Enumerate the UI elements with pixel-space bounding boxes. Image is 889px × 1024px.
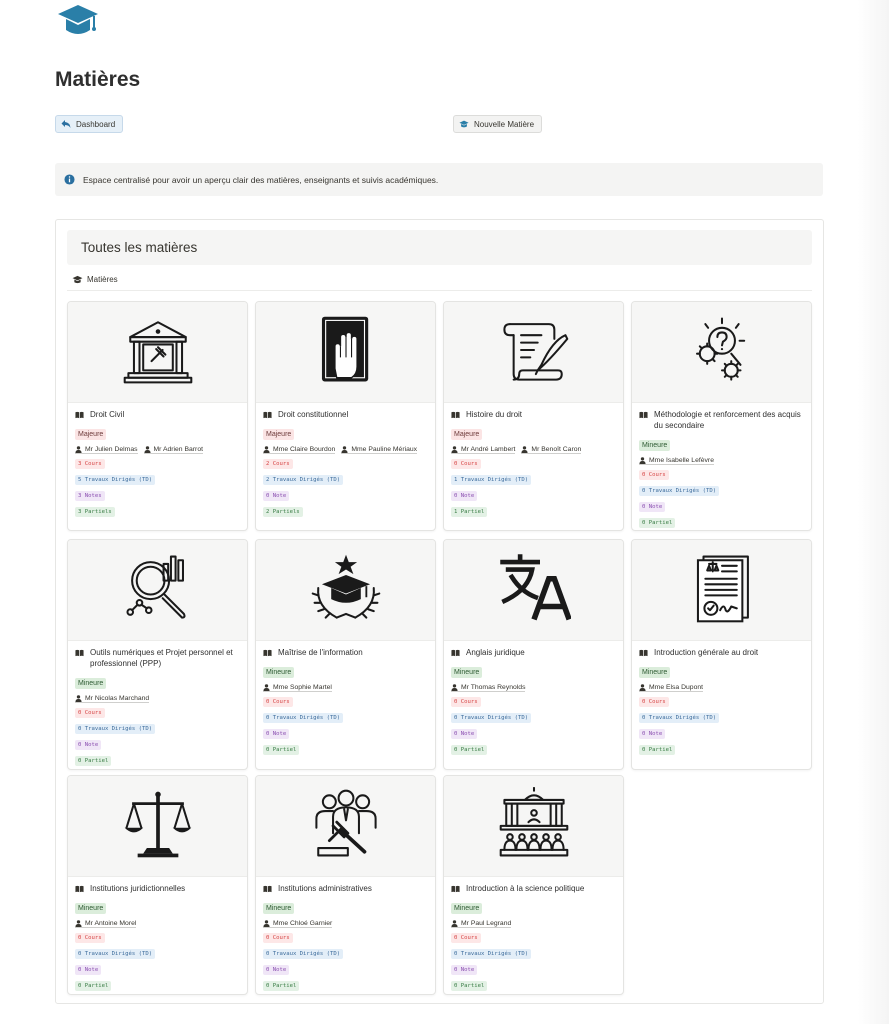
teacher-link[interactable] [451,920,511,928]
person-icon [451,920,458,927]
person-icon [639,457,646,464]
person-icon [75,446,82,453]
book-icon [451,885,460,893]
info-callout [55,163,823,196]
scales-of-justice-icon [121,787,195,866]
subject-title-text: Histoire du droit [466,410,523,419]
graduation-cap-icon [56,2,100,38]
subject-title[interactable] [263,409,428,420]
cours-count: 0 Cours [75,708,105,718]
teacher-name: Mr Benoît Caron [531,446,582,453]
subject-card[interactable] [67,301,248,531]
subject-title[interactable] [639,409,804,431]
td-count: 1 Travaux Dirigés (TD) [451,475,531,485]
partiel-count: 0 Partiel [639,745,675,755]
card-cover [256,776,435,877]
notes-count: 0 Note [451,491,477,501]
teacher-link[interactable] [75,446,138,454]
translate-icon [497,551,571,630]
teachers-list [263,446,428,454]
teachers-list [75,695,240,703]
subject-type-tag: Majeure [263,429,294,440]
teachers-list [639,684,804,692]
teacher-link[interactable] [639,684,703,692]
person-icon [263,446,270,453]
card-cover [68,302,247,403]
notes-count: 0 Note [451,729,477,739]
book-icon [75,885,84,893]
teachers-list [75,920,240,928]
card-cover [632,302,811,403]
subject-title[interactable] [263,647,428,658]
board-title: Toutes les matières [81,240,198,255]
book-icon [263,885,272,893]
subject-card[interactable] [255,775,436,995]
card-cover [256,302,435,403]
book-icon [75,411,84,419]
card-cover [444,540,623,641]
teacher-name: Mr André Lambert [461,446,516,453]
partiel-count: 3 Partiels [75,507,115,517]
subject-title-text: Outils numériques et Projet personnel et professionnel (PPP) [90,648,233,668]
cours-count: 0 Cours [263,933,293,943]
td-count: 0 Travaux Dirigés (TD) [451,949,531,959]
card-cover [632,540,811,641]
person-icon [639,684,646,691]
teacher-name: Mr Antoine Morel [85,920,137,927]
cours-count: 0 Cours [451,697,481,707]
teacher-name: Mr Nicolas Marchand [85,695,150,702]
notes-count: 3 Notes [75,491,105,501]
card-cover [444,776,623,877]
question-gears-icon [685,313,759,392]
subject-card[interactable] [67,775,248,995]
teacher-link[interactable] [639,457,714,465]
subject-card[interactable] [443,539,624,770]
subject-title[interactable] [263,883,428,894]
book-icon [451,411,460,419]
teachers-list [263,920,428,928]
graduation-cap-small-icon [459,119,469,129]
page-title: Matières [55,68,141,91]
teachers-list [639,457,804,465]
td-count: 0 Travaux Dirigés (TD) [639,486,719,496]
book-icon [639,411,648,419]
courthouse-gavel-icon [121,313,195,392]
subject-title-text: Maîtrise de l'information [278,648,363,657]
dashboard-button[interactable] [55,115,123,133]
teacher-link[interactable] [451,684,525,692]
subject-title[interactable] [75,647,240,669]
teacher-link[interactable] [75,920,136,928]
subject-card[interactable] [255,539,436,770]
graduation-cap-tab-icon [72,275,83,284]
book-icon [75,649,84,657]
constitution-book-hand-icon [309,313,383,392]
teachers-list [451,446,616,454]
td-count: 5 Travaux Dirigés (TD) [75,475,155,485]
cours-count: 0 Cours [639,470,669,480]
book-icon [263,649,272,657]
cours-count: 0 Cours [639,697,669,707]
subject-title-text: Institutions juridictionnelles [90,884,186,893]
subject-type-tag: Mineure [639,440,670,451]
teacher-link[interactable] [144,446,203,454]
subject-card[interactable] [67,539,248,770]
teacher-link[interactable] [451,446,515,454]
subject-title-text: Introduction générale au droit [654,648,759,657]
teachers-list [263,684,428,692]
person-icon [75,920,82,927]
teacher-name: Mr Thomas Reynolds [461,684,526,691]
subject-title-text: Anglais juridique [466,648,525,657]
tab-divider [67,290,812,291]
notes-count: 0 Note [75,965,101,975]
subject-type-tag: Mineure [451,903,482,914]
subject-title-text: Méthodologie et renforcement des acquis du secondaire [654,410,801,430]
notes-count: 0 Note [639,502,665,512]
subject-title[interactable] [451,647,616,658]
subject-title[interactable] [639,647,804,658]
partiel-count: 0 Partiel [75,756,111,766]
person-icon [521,446,528,453]
cours-count: 2 Cours [263,459,293,469]
callout-text: Espace centralisé pour avoir un aperçu clair des matières, enseignants et suivis académiques. [83,174,439,185]
teacher-name: Mme Claire Bourdon [273,446,336,453]
subject-card[interactable] [443,301,624,531]
subject-title[interactable] [451,409,616,420]
view-tab-label: Matières [87,275,118,284]
td-count: 0 Travaux Dirigés (TD) [263,949,343,959]
card-cover [68,776,247,877]
partiel-count: 1 Partiel [451,507,487,517]
new-subject-button[interactable] [453,115,542,133]
subject-title[interactable] [451,883,616,894]
subject-title-text: Droit constitutionnel [278,410,349,419]
subject-card[interactable] [631,301,812,531]
partiel-count: 0 Partiel [451,745,487,755]
teacher-link[interactable] [75,695,149,703]
teacher-name: Mme Sophie Martel [273,684,332,691]
subject-title[interactable] [75,409,240,420]
book-icon [451,649,460,657]
scroll-quill-icon [497,313,571,392]
subject-type-tag: Mineure [75,678,106,689]
cours-count: 3 Cours [75,459,105,469]
teacher-name: Mr Paul Legrand [461,920,512,927]
parliament-icon [497,787,571,866]
card-cover [444,302,623,403]
teachers-list [451,920,616,928]
page-scrollbar-area [858,0,889,1024]
teacher-name: Mme Isabelle Lefèvre [649,457,714,464]
person-icon [451,446,458,453]
book-icon [639,649,648,657]
cours-count: 0 Cours [75,933,105,943]
cours-count: 0 Cours [451,933,481,943]
teacher-link[interactable] [341,446,417,454]
magnifier-chart-icon [121,551,195,630]
partiel-count: 0 Partiel [451,981,487,991]
partiel-count: 0 Partiel [75,981,111,991]
view-tab-matieres[interactable] [72,275,118,284]
subject-type-tag: Mineure [451,667,482,678]
partiel-count: 0 Partiel [263,745,299,755]
partiel-count: 0 Partiel [639,518,675,528]
teacher-name: Mme Elsa Dupont [649,684,704,691]
td-count: 0 Travaux Dirigés (TD) [75,949,155,959]
notes-count: 0 Note [75,740,101,750]
person-icon [263,920,270,927]
subject-title-text: Institutions administratives [278,884,372,893]
subject-card[interactable] [443,775,624,995]
partiel-count: 0 Partiel [263,981,299,991]
partiel-count: 2 Partiels [263,507,303,517]
person-icon [263,684,270,691]
td-count: 0 Travaux Dirigés (TD) [451,713,531,723]
subject-title-text: Introduction à la science politique [466,884,585,893]
notes-count: 0 Note [263,491,289,501]
person-icon [451,684,458,691]
subject-type-tag: Mineure [263,903,294,914]
td-count: 2 Travaux Dirigés (TD) [263,475,343,485]
card-cover [256,540,435,641]
teacher-name: Mr Adrien Barrot [153,446,203,453]
teacher-link[interactable] [521,446,581,454]
subject-card[interactable] [631,539,812,770]
reply-arrow-icon [61,119,71,129]
teacher-link[interactable] [263,920,332,928]
subject-type-tag: Mineure [639,667,670,678]
new-subject-button-label: Nouvelle Matière [474,119,535,129]
td-count: 0 Travaux Dirigés (TD) [75,724,155,734]
notes-count: 0 Note [263,729,289,739]
teacher-name: Mr Julien Delmas [85,446,138,453]
info-icon [64,174,75,185]
subject-type-tag: Mineure [263,667,294,678]
subject-title[interactable] [75,883,240,894]
dashboard-button-label: Dashboard [76,119,116,129]
legal-document-icon [685,551,759,630]
notes-count: 0 Note [451,965,477,975]
subject-type-tag: Majeure [75,429,106,440]
subject-type-tag: Majeure [451,429,482,440]
teacher-link[interactable] [263,446,335,454]
notes-count: 0 Note [263,965,289,975]
people-gavel-icon [309,787,383,866]
teacher-link[interactable] [263,684,332,692]
book-icon [263,411,272,419]
subject-type-tag: Mineure [75,903,106,914]
subject-card[interactable] [255,301,436,531]
board-header [67,230,812,265]
notes-count: 0 Note [639,729,665,739]
teachers-list [451,684,616,692]
td-count: 0 Travaux Dirigés (TD) [263,713,343,723]
subject-title-text: Droit Civil [90,410,125,419]
graduation-laurel-icon [309,551,383,630]
cours-count: 0 Cours [263,697,293,707]
person-icon [341,446,348,453]
teacher-name: Mme Chloé Garnier [273,920,333,927]
td-count: 0 Travaux Dirigés (TD) [639,713,719,723]
card-cover [68,540,247,641]
person-icon [75,695,82,702]
teachers-list [75,446,240,454]
teacher-name: Mme Pauline Mériaux [351,446,418,453]
cours-count: 0 Cours [451,459,481,469]
person-icon [144,446,151,453]
